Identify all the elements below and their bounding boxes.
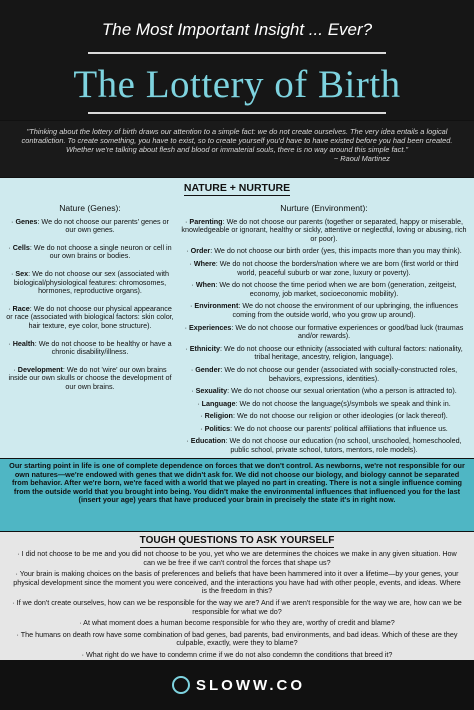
nurture-item-label: Sexuality xyxy=(195,386,228,396)
nature-nurture-panel xyxy=(0,178,474,458)
nature-item-text: We do not choose our physical appearance or race (associated with biological factors: skin color, hair texture, eye color, bone structure). xyxy=(6,303,174,330)
nurture-item-label: Language xyxy=(201,398,236,408)
quote-text: "Thinking about the lottery of birth draws our attention to a simple fact: we do not create ourselves. The very idea entails a logical contradiction. To create something, you have to exist, so to create yourself you'd have to have existed before you had been created. Whether we're talking about flesh and blood or immaterial souls, there is no way around this simple fact." xyxy=(21,127,453,154)
nurture-item-label: Order xyxy=(190,246,211,256)
nurture-item: · Experiences: We do not choose our formative experiences or good/bad luck (traumas and/or rewards). xyxy=(184,322,464,341)
nature-item: · Genes: We do not choose our parents' genes or our own genes. xyxy=(11,216,169,235)
nature-item-label: Development xyxy=(17,364,63,374)
nurture-item-text: We do not choose our religion or other ideologies (or lack thereof). xyxy=(236,411,448,421)
header xyxy=(0,0,474,120)
questions-heading: TOUGH QUESTIONS TO ASK YOURSELF xyxy=(139,535,335,546)
subtitle: The Most Important Insight ... Ever? xyxy=(101,20,373,39)
nature-item-text: We do not choose our parents' genes or our own genes. xyxy=(41,216,169,235)
nurture-item-text: We do not choose the time period when we are born (generation, zeitgeist, economy, job market, socioeconomic mobility). xyxy=(219,280,457,298)
nurture-item-text: We do not choose our gender (associated with socially-constructed roles, behaviors, expressions, identities). xyxy=(224,364,458,383)
nurture-item-label: Religion xyxy=(204,411,233,421)
nurture-item-text: We do not choose our education (no school, unschooled, homeschooled, public school, private school, tutors, mentors, role models). xyxy=(229,436,462,455)
circle-logo-icon xyxy=(172,676,190,694)
brand-name: SLOWW.CO xyxy=(196,677,305,694)
nurture-item: · Politics: We do not choose our parents' political affiliations that influence us. xyxy=(200,423,448,433)
nature-column xyxy=(6,204,174,401)
quote-author: ~ Raoul Martinez xyxy=(333,154,390,163)
nature-item: · Cells: We do not choose a single neuron or cell in our own brains or bodies. xyxy=(8,242,172,261)
question-item: · At what moment does a human become responsible for who they are, worthy of credit and blame? xyxy=(79,618,395,628)
page-title: The Lottery of Birth xyxy=(73,63,401,106)
nature-item-label: Sex xyxy=(15,268,29,278)
nurture-item: · Order: We do not choose our birth order (yes, this impacts more than you may think). xyxy=(186,246,462,256)
divider-bottom xyxy=(88,112,386,114)
questions-list xyxy=(12,550,462,663)
nature-item-text: We do not 'wire' our own brains inside our own skulls or choose the development of our own brains. xyxy=(8,364,172,391)
nurture-item-text: We do not choose our parents (together or separated, happy or miserable, knowledgeable or ignorant, healthy or sickly, attentive or neglectful, loving or abusing, rich or poor). xyxy=(181,216,467,243)
nurture-item-text: We do not choose our parents' political affiliations that influence us. xyxy=(234,423,448,433)
nature-item-text: We do not choose to be healthy or have a chronic disability/illness. xyxy=(38,338,172,357)
nurture-item-label: Parenting xyxy=(189,216,223,226)
nurture-item: · Education: We do not choose our education (no school, unschooled, homeschooled, public school, private school, tutors, mentors, role models). xyxy=(186,436,462,455)
nurture-item-text: We do not choose the borders/nation where we are born (first world or third world, peaceful suburb or war zone, luxury or poverty). xyxy=(219,258,459,277)
nature-item-text: We do not choose a single neuron or cell in our own brains or bodies. xyxy=(33,242,172,261)
nurture-item: · Religion: We do not choose our religion or other ideologies (or lack thereof). xyxy=(200,411,448,421)
nurture-item: · Language: We do not choose the language(s)/symbols we speak and think in. xyxy=(197,398,451,408)
nurture-item: · Gender: We do not choose our gender (associated with socially-constructed roles, behaviors, expressions, identities). xyxy=(190,364,458,383)
footer xyxy=(0,660,474,710)
nurture-item: · When: We do not choose the time period when we are born (generation, zeitgeist, economy, job market, socioeconomic mobility). xyxy=(191,280,457,298)
nature-item-label: Cells xyxy=(12,242,30,252)
nurture-item-label: Gender xyxy=(195,364,221,374)
nature-item-text: We do not choose our sex (associated with biological/physiological features: chromosomes, hormones, reproductive organs). xyxy=(13,268,170,296)
divider-top xyxy=(88,52,386,54)
nature-item: · Health: We do not choose to be healthy or have a chronic disability/illness. xyxy=(8,338,172,357)
nurture-item-text: We do not choose the language(s)/symbols we speak and think in. xyxy=(239,398,451,408)
quote-block xyxy=(0,121,474,177)
nature-item-label: Genes xyxy=(15,216,38,226)
nature-item-label: Race xyxy=(12,303,30,313)
nurture-item: · Environment: We do not choose the environment of our upbringing, the influences coming from the outside world, who you grow up around). xyxy=(190,301,458,319)
nurture-item: · Where: We do not choose the borders/nation where we are born (first world or third world, peaceful suburb or war zone, luxury or poverty). xyxy=(189,258,459,277)
nurture-title: Nurture (Environment): xyxy=(280,203,368,213)
summary-block: Our starting point in life is one of complete dependence on forces that we don't control. As newborns, we're not responsible for our own natures—we're endowed with genes that we didn't ask for. We did not choose our biology, and biology cannot be separated from behavior. After we're born, we're faced with a world that we played no part in creating. There is not a single influence coming from the outside world that you brought into being. You didn't make the environmental influences that influenced you for the last (insert your age) years that have produced your brain in precisely the state it's in right now. xyxy=(0,459,474,531)
nature-item: · Sex: We do not choose our sex (associated with biological/physiological features: chromosomes, hormones, reproductive organs). xyxy=(10,268,170,296)
nurture-item-label: Environment xyxy=(194,301,239,311)
nurture-item-text: We do not choose our birth order (yes, this impacts more than you may think). xyxy=(214,246,462,256)
nurture-column xyxy=(180,204,468,459)
question-item: · The humans on death row have some combination of bad genes, bad parents, bad environments, and bad ideas. Which of these are they culpable, exactly, were they to blame? xyxy=(16,629,458,648)
nurture-item-text: We do not choose our sexual orientation (who a person is attracted to). xyxy=(231,386,457,396)
nurture-item-label: Politics xyxy=(204,423,231,433)
nurture-item-label: Experiences xyxy=(189,322,232,332)
nature-item: · Development: We do not 'wire' our own brains inside our own skulls or choose the development of our own brains. xyxy=(8,364,172,391)
nature-item: · Race: We do not choose our physical appearance or race (associated with biological factors: skin color, hair texture, eye color, bone structure). xyxy=(6,303,174,330)
nurture-item-text: We do not choose our ethnicity (associated with cultural factors: nationality, tribal heritage, ancestry, religion, language). xyxy=(224,343,463,362)
question-item: · If we don't create ourselves, how can we be responsible for the way we are? And if we aren't responsible for the way we are, how can we be responsible for what we do? xyxy=(12,597,462,616)
nurture-item-label: Education xyxy=(190,436,226,446)
question-item: · What right do we have to condemn crime if we do not also condemn the conditions that breed it? xyxy=(81,649,393,659)
panel-heading: NATURE + NURTURE xyxy=(183,182,291,194)
nature-title: Nature (Genes): xyxy=(59,203,121,213)
question-item: · Your brain is making choices on the basis of preferences and beliefs that have been hammered into it over a lifetime—by your genes, your physical development since the moment you were conceived, and the interactions you have had with other people, events, and ideas. Where is the freedom in this? xyxy=(13,569,461,596)
nurture-item-text: We do not choose our formative experiences or good/bad luck (traumas and/or rewards). xyxy=(235,322,464,341)
questions-section xyxy=(0,532,474,660)
question-item: · I did not choose to be me and you did not choose to be you, yet who we are determines the choices we make in any given situation. How can we be free if we can't control the forces that shape us? xyxy=(17,549,457,567)
nurture-item-label: When xyxy=(195,280,216,290)
nurture-item: · Sexuality: We do not choose our sexual orientation (who a person is attracted to). xyxy=(191,386,457,396)
nature-item-label: Health xyxy=(12,338,35,348)
nurture-item: · Parenting: We do not choose our parents (together or separated, happy or miserable, knowledgeable or ignorant, healthy or sickly, attentive or neglectful, loving or abusing, rich or poor). xyxy=(181,216,467,243)
nurture-item-text: We do not choose the environment of our upbringing, the influences coming from the outside world, who you grow up around). xyxy=(232,301,458,319)
nurture-item-label: Ethnicity xyxy=(189,343,221,353)
nurture-item-label: Where xyxy=(193,258,216,268)
nurture-item: · Ethnicity: We do not choose our ethnicity (associated with cultural factors: nationality, tribal heritage, ancestry, religion, language). xyxy=(185,343,463,362)
